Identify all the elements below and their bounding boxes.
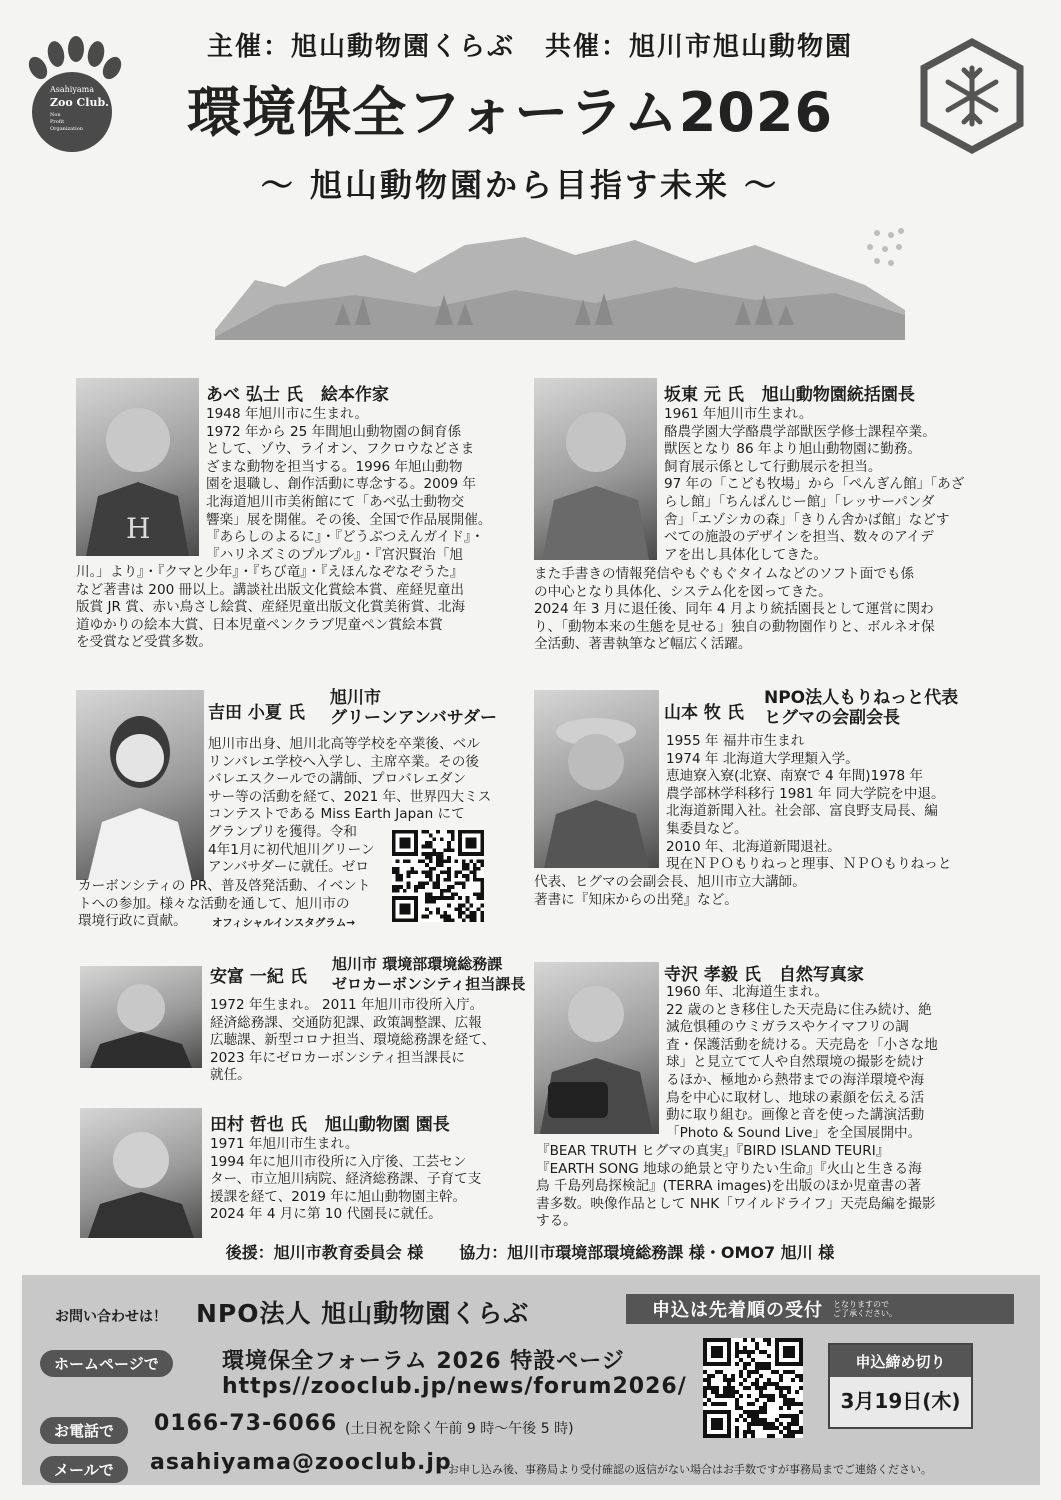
logo-line: Non [50,112,61,118]
speaker-bio-abe-wide: 川。」より』・『クマと少年』・『ちび竜』・『えほんなぞなぞうた』 など著書は 200 冊以上。講談社出版文化賞絵本賞、産経児童出 版賞 JR 賞、赤い鳥さし絵賞、産経児童出版文化賞美術賞、北海 道ゆかりの絵本大賞、日本児童ペンクラブ児童ペン賞絵本賞 を受賞など受賞多数。 [76,564,466,651]
email-note: お申し込み後、事務局より受付確認の返信がない場合はお手数ですが事務局までご連絡ください。 [448,1463,932,1476]
speaker-role-yasutomi: 旭川市 環境部環境総務課 ゼロカーボンシティ担当課長 [332,955,526,993]
first-come-banner: 申込は先着順の受付 となりますので ご了承ください。 [626,1294,1014,1324]
forum-hexagon-logo-icon [918,38,1026,154]
inquiry-lead: お問い合わせは！ [55,1309,167,1325]
logo-line: Asahiyama [50,85,95,94]
speaker-bio-terasawa-wide: 『BEAR TRUTH ヒグマの真実』『BIRD ISLAND TEURI』 『EARTH SONG 地球の絶景と守りたい生命』『火山と生きる海 鳥 千島列島探検記』(TERRA images)を出版のほか児童書の著 書多数。映像作品として NHK「ワイルドライフ」天売島編を撮影 する。 [536,1143,936,1230]
cooperation-label: 協力：旭川市環境部環境総務課 様・OMO7 旭川 様 [459,1243,835,1262]
speaker-bio-yamamoto-wide: 代表、ヒグマの会副会長、旭川市立大講師。 著書に『知床からの出発』など。 [534,874,806,908]
speaker-photo-bando [534,378,657,560]
speaker-bio-abe: 1948 年旭川市に生まれ。 1972 年から 25 年間旭山動物園の飼育係 として、ゾウ、ライオン、フクロウなどさま ざまな動物を担当する。1996 年旭山動物 園を退職し、創作活動に専念する。2009 年 北海道旭川市美術館にて「あべ弘士動物交 響楽」展を開催。その後、全国で作品展開催。 『あらしのよるに』・『どうぶつえんガイド』・ 『ハリネズミのプルプル』・『宮沢賢治「旭 [206,406,492,563]
speaker-bio-yamamoto: 1955 年 福井市生まれ 1974 年 北海道大学理類入学。 恵迪寮入寮(北寮、南寮で 4 年間)1978 年 農学部林学科移行 1981 年 同大学院を中退。 北海道新聞入社。社会部、富良野支局長、編 集委員など。 2010 年、北海道新聞退社。 現在ＮＰＯもりねっと理事、ＮＰＯもりねっと [666,733,952,873]
speaker-bio-terasawa: 1960 年、北海道生まれ。 22 歳のとき移住した天売島に住み続け、絶 滅危惧種のウミガラスやケイマフリの調 査・保護活動を続ける。天売島を「小さな地 球」と見立てて人や自然環境の撮影を続け るほか、極地から熱帯までの海洋環境や海 鳥を中心に取材し、地球の素顔を伝える活 動に取り組む。画像と音を使った講演活動 「Photo & Sound Live」を全国展開中。 [666,984,938,1141]
cohost-label: 共催：旭川市旭山動物園 [545,32,854,62]
speaker-bio-bando: 1961 年旭川市生まれ。 酪農学園大学酪農学部獣医学修士課程卒業。 獣医となり 86 年より旭山動物園に勤務。 飼育展示係として行動展示を担当。 97 年の「こども牧場」から「ぺんぎん館」「あざ らし館」「ちんぱんじー館」「レッサーパンダ 舎」「エゾシカの森」「きりん舎かば館」などす べての施設のデザインを担当、数々のアイデ アを出し具体化してきた。 [664,406,965,563]
event-title: 環境保全フォーラム2026 [186,81,834,144]
homepage-qr-code[interactable] [703,1338,803,1438]
speaker-role-yamamoto: NPO法人もりねっと代表 ヒグマの会副会長 [764,688,959,728]
zoo-club-paw-logo [22,34,122,154]
speaker-name-bando: 坂東 元 氏 旭山動物園統括園長 [664,385,915,405]
speaker-name-abe: あべ 弘士 氏 絵本作家 [206,385,389,405]
instagram-qr-code[interactable] [392,830,484,922]
speaker-bio-yoshida-wide: カーボンシティの PR、普及啓発活動、イベント トへの参加。様々な活動を通して、旭川市の 環境行政に貢献。 [78,878,371,930]
speaker-bio-yasutomi: 1972 年生まれ。 2011 年旭川市役所入庁。 経済総務課、交通防犯課、政策調整課、広報 広聴課、新型コロナ担当、環境総務課を経て、 2023 年にゼロカーボンシティ担当課長に 就任。 [210,997,496,1084]
speaker-name-tamura: 田村 哲也 氏 旭山動物園 園長 [210,1115,450,1135]
organizers [150,26,910,63]
speaker-role-yoshida: 旭川市 グリーンアンバサダー [330,688,497,728]
speaker-name-yamamoto: 山本 牧 氏 [664,703,744,723]
homepage-label: ホームページで [40,1350,173,1377]
speaker-bio-yoshida: 旭川市出身、旭川北高等学校を卒業後、ベル リンバレエ学校へ入学し、主席卒業。その後 バレエスクールでの講師、プロバレエダン サー等の活動を経て、2021 年、世界四大ミス コンテストである Miss Earth Japan にて グランプリを獲得。令和 4年1月に初代旭川グリーン アンバサダーに就任。ゼロ [208,736,492,876]
email-label: メールで [40,1456,128,1483]
speaker-photo-yoshida [76,690,204,880]
svg-text:H: H [126,512,151,545]
email-address-link[interactable]: asahiyama@zooclub.jp [150,1450,452,1475]
speaker-name-yoshida: 吉田 小夏 氏 [208,703,305,723]
speaker-photo-terasawa [534,962,659,1134]
speaker-photo-yasutomi [80,966,202,1068]
speaker-bio-tamura: 1971 年旭川市生まれ。 1994 年に旭川市役所に入庁後、工芸セン ター、市立旭川病院、経済総務課、子育て支 援課を経て、2019 年に旭山動物園主幹。 2024 年 4 月に第 10 代園長に就任。 [210,1136,482,1223]
event-subtitle: ～ 旭山動物園から目指す未来 ～ [260,166,780,204]
logo-line: Zoo Club. [50,96,109,109]
speaker-photo-yamamoto [534,690,659,868]
speaker-photo-tamura [80,1108,202,1238]
speaker-bio-bando-wide: また手書きの情報発信やもぐもぐタイムなどのソフト面でも係 の中心となり具体化、システム化を図ってきた。 2024 年 3 月に退任後、同年 4 月より統括園長として運営に関わ り、「動物本来の生態を見せる」独自の動物園作りと、ボルネオ保 全活動、著書執筆など幅広く活躍。 [534,566,935,653]
logo-line: Organization [50,126,83,132]
homepage-title: 環境保全フォーラム 2026 特設ページ [222,1349,625,1374]
speaker-photo-abe [76,378,199,556]
supporters [80,1240,980,1263]
homepage-url-link[interactable]: https//zooclub.jp/news/forum2026/ [222,1374,687,1399]
phone-number[interactable]: 0166-73-6066 [154,1411,338,1436]
speaker-name-terasawa: 寺沢 孝毅 氏 自然写真家 [664,965,864,985]
phone-label: お電話で [40,1417,128,1444]
instagram-link-label[interactable]: オフィシャルインスタグラム→ [212,917,355,929]
deadline-label: 申込締め切り [830,1345,971,1377]
phone-hours: (土日祝を除く午前 9 時～午後 5 時) [345,1421,574,1437]
deadline-date: 3月19日(木) [840,1389,961,1413]
inquiry-organization: NPO法人 旭山動物園くらぶ [196,1299,530,1328]
support-label: 後援：旭川市教育委員会 様 [225,1243,424,1262]
logo-line: Profit [50,119,65,125]
mountain-illustration [215,225,905,340]
host-label: 主催：旭山動物園くらぶ [206,32,515,62]
speaker-name-yasutomi: 安富 一紀 氏 [210,967,307,987]
